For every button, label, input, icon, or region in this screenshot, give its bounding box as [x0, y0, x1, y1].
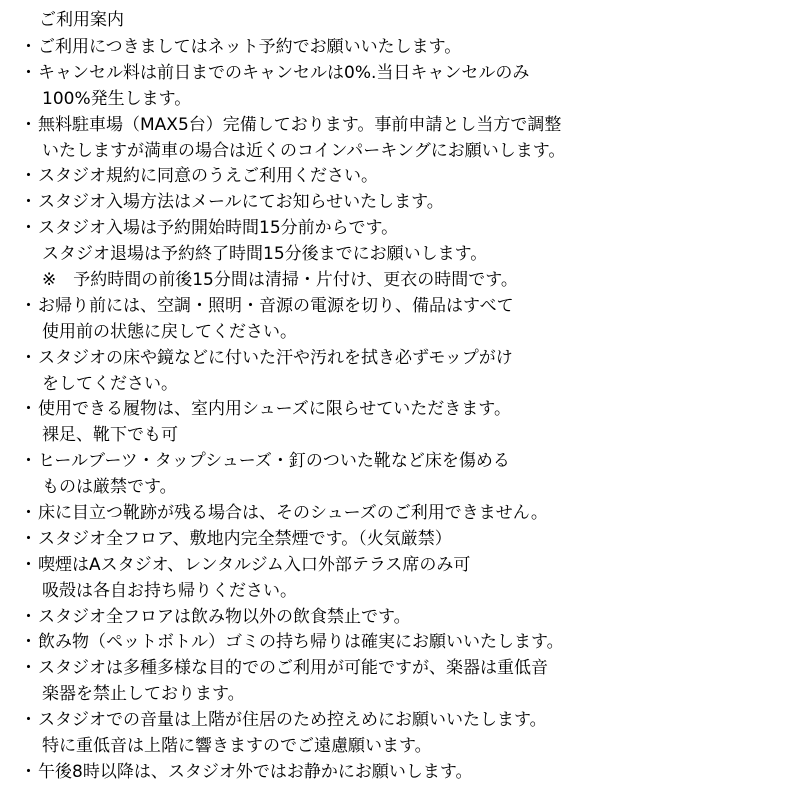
- rule-text: 特に重低音は上階に響きますのでご遠慮願います。: [42, 736, 432, 757]
- bullet-marker: ・: [20, 658, 37, 679]
- rule-continuation-line: [0, 372, 799, 398]
- rule-line: [0, 35, 799, 61]
- rule-continuation-line: [0, 268, 799, 294]
- rule-text: スタジオは多種多様な目的でのご利用が可能ですが、楽器は重低音: [38, 658, 548, 679]
- bullet-marker: ・: [20, 166, 37, 187]
- rule-text: 使用前の状態に戻してください。: [42, 321, 297, 342]
- rule-line: [0, 708, 799, 734]
- rule-line: [0, 553, 799, 579]
- bullet-marker: ・: [20, 606, 37, 627]
- rule-line: [0, 630, 799, 656]
- rule-line: [0, 527, 799, 553]
- rule-text: 吸殻は各自お持ち帰りください。: [42, 580, 297, 601]
- list-item: [0, 294, 799, 346]
- rule-text: スタジオの床や鏡などに付いた汗や汚れを拭き必ずモップがけ: [38, 347, 513, 368]
- list-item: [0, 656, 799, 708]
- rule-text: お帰り前には、空調・照明・音源の電源を切り、備品はすべて: [38, 295, 514, 316]
- rule-line: [0, 190, 799, 216]
- list-item: [0, 35, 799, 61]
- bullet-marker: ・: [20, 347, 37, 368]
- rule-text: 午後8時以降は、スタジオ外ではお静かにお願いします。: [38, 761, 473, 782]
- bullet-marker: ・: [20, 399, 37, 420]
- bullet-marker: ・: [20, 62, 37, 83]
- rule-text: 喫煙はAスタジオ、レンタルジム入口外部テラス席のみ可: [38, 554, 471, 575]
- page-title: ご利用案内: [39, 10, 124, 30]
- bullet-marker: ・: [20, 192, 37, 213]
- list-item: [0, 61, 799, 113]
- rule-text: スタジオでの音量は上階が住居のため控えめにお願いいたします。: [38, 710, 547, 731]
- list-item: [0, 216, 799, 294]
- rule-line: [0, 294, 799, 320]
- list-item: [0, 708, 799, 760]
- bullet-marker: ・: [20, 710, 37, 731]
- list-item: [0, 449, 799, 501]
- rules-list: [0, 35, 799, 786]
- list-item: [0, 760, 799, 786]
- rule-text: スタジオ全フロア、敷地内完全禁煙です。（火気厳禁）: [38, 528, 452, 549]
- rule-text: スタジオ全フロアは飲み物以外の飲食禁止です。: [38, 606, 411, 627]
- rule-continuation-line: [0, 87, 799, 113]
- list-item: [0, 190, 799, 216]
- list-item: [0, 605, 799, 631]
- bullet-marker: ・: [20, 114, 37, 135]
- rule-text: 使用できる履物は、室内用シューズに限らせていただきます。: [38, 399, 511, 420]
- list-item: [0, 501, 799, 527]
- list-item: [0, 113, 799, 165]
- rule-continuation-line: [0, 423, 799, 449]
- rule-text: をしてください。: [42, 373, 178, 394]
- rule-line: [0, 501, 799, 527]
- rule-continuation-line: [0, 139, 799, 165]
- rule-line: [0, 164, 799, 190]
- bullet-marker: ・: [20, 451, 37, 472]
- bullet-marker: ・: [20, 503, 37, 524]
- rule-text: いたしますが満車の場合は近くのコインパーキングにお願いします。: [42, 140, 566, 161]
- rule-continuation-line: [0, 682, 799, 708]
- rule-text: スタジオ入場は予約開始時間15分前からです。: [38, 218, 399, 239]
- rule-line: [0, 397, 799, 423]
- rule-text: 100%発生します。: [42, 88, 192, 109]
- rule-continuation-line: [0, 320, 799, 346]
- bullet-marker: ・: [20, 761, 37, 782]
- bullet-marker: ・: [20, 37, 37, 57]
- rule-line: [0, 605, 799, 631]
- bullet-marker: ・: [20, 528, 37, 549]
- rule-text: 裸足、靴下でも可: [42, 425, 178, 446]
- list-item: [0, 553, 799, 605]
- rule-text: スタジオ退場は予約終了時間15分後までにお願いします。: [42, 244, 488, 265]
- rule-text: スタジオ入場方法はメールにてお知らせいたします。: [38, 192, 444, 213]
- rule-continuation-line: [0, 475, 799, 501]
- list-item: [0, 527, 799, 553]
- bullet-marker: ・: [20, 218, 37, 239]
- rule-line: [0, 346, 799, 372]
- rule-text: 飲み物（ペットボトル）ゴミの持ち帰りは確実にお願いいたします。: [38, 632, 564, 653]
- rule-text: 床に目立つ靴跡が残る場合は、そのシューズのご利用できません。: [38, 503, 548, 524]
- rule-text: キャンセル料は前日までのキャンセルは0%.当日キャンセルのみ: [38, 62, 530, 83]
- list-item: [0, 346, 799, 398]
- rule-text: 楽器を禁止しております。: [42, 684, 245, 705]
- rule-line: [0, 656, 799, 682]
- bullet-marker: ・: [20, 295, 37, 316]
- rule-text: スタジオ規約に同意のうえご利用ください。: [38, 166, 378, 187]
- rule-text: ものは厳禁です。: [42, 477, 177, 498]
- rule-continuation-line: [0, 242, 799, 268]
- list-item: [0, 630, 799, 656]
- rule-line: [0, 449, 799, 475]
- rule-line: [0, 760, 799, 786]
- rule-text: ヒールブーツ・タップシューズ・釘のついた靴など床を傷める: [38, 451, 510, 472]
- bullet-marker: ・: [20, 632, 37, 653]
- rule-continuation-line: [0, 734, 799, 760]
- bullet-marker: ・: [20, 554, 37, 575]
- list-item: [0, 164, 799, 190]
- rule-text: 無料駐車場（MAX5台）完備しております。事前申請とし当方で調整: [38, 114, 562, 135]
- rule-line: [0, 216, 799, 242]
- rule-continuation-line: [0, 579, 799, 605]
- list-item: [0, 397, 799, 449]
- rule-text: ※ 予約時間の前後15分間は清掃・片付け、更衣の時間です。: [42, 270, 518, 291]
- rule-line: [0, 61, 799, 87]
- rule-line: [0, 113, 799, 139]
- rule-text: ご利用につきましてはネット予約でお願いいたします。: [38, 37, 462, 57]
